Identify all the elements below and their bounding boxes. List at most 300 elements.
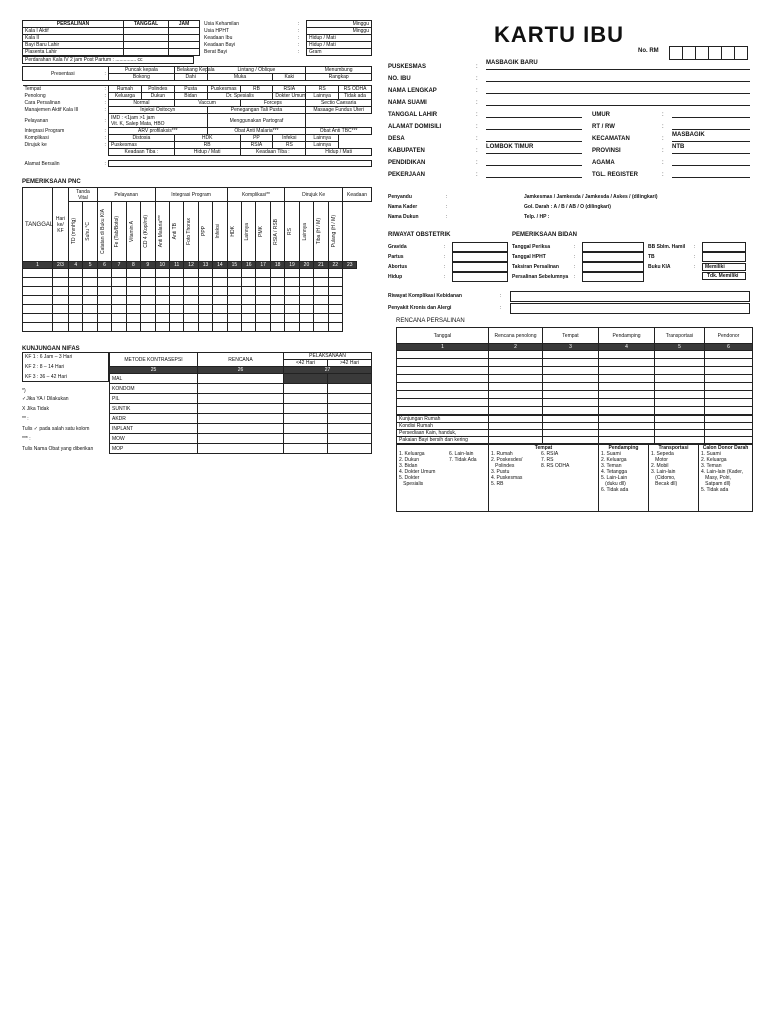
field-value[interactable] (486, 108, 582, 118)
pnc-cell[interactable] (227, 287, 241, 296)
pnc-cell[interactable] (314, 305, 328, 314)
pnc-cell[interactable] (141, 323, 155, 332)
pelaksanaan-cell[interactable] (328, 414, 372, 424)
pnc-cell[interactable] (314, 323, 328, 332)
pnc-cell[interactable] (213, 314, 227, 323)
pnc-cell[interactable] (256, 314, 270, 323)
penolong-option[interactable]: Dr. Spesialis (207, 93, 273, 100)
pnc-cell[interactable] (97, 314, 111, 323)
pnc-cell[interactable] (69, 287, 83, 296)
field-value[interactable] (672, 108, 750, 118)
rencana-cell[interactable] (489, 383, 543, 391)
pnc-cell[interactable] (83, 305, 97, 314)
cara-option[interactable]: Normal (109, 100, 175, 107)
pnc-cell[interactable] (256, 305, 270, 314)
pnc-cell[interactable] (227, 314, 241, 323)
keadaan-tiba-option[interactable]: Hidup / Mati (174, 149, 240, 156)
pnc-cell[interactable] (184, 287, 198, 296)
presentasi-option[interactable]: Kaki (273, 74, 306, 81)
keadaan-bayi-value[interactable]: Hidup / Mati (307, 42, 372, 49)
pnc-cell[interactable] (314, 269, 328, 278)
pelaksanaan-cell[interactable] (284, 444, 328, 454)
pnc-cell[interactable] (112, 287, 126, 296)
tanggal-cell[interactable] (124, 35, 169, 42)
small-input[interactable] (582, 242, 644, 252)
rm-digit-box[interactable] (708, 46, 722, 60)
pnc-cell[interactable] (270, 269, 284, 278)
rencana-cell[interactable] (489, 407, 543, 415)
gol-darah-value[interactable]: Gol. Darah : A / B / AB / O (dilingkari) (524, 204, 611, 210)
rencana-cell[interactable] (397, 383, 489, 391)
pnc-cell[interactable] (141, 305, 155, 314)
pnc-cell[interactable] (299, 323, 313, 332)
field-value[interactable] (486, 132, 582, 142)
pnc-cell[interactable] (83, 314, 97, 323)
pnc-cell[interactable] (69, 323, 83, 332)
pnc-cell[interactable] (23, 296, 53, 305)
pnc-cell[interactable] (112, 278, 126, 287)
rencana-cell[interactable] (489, 359, 543, 367)
pnc-cell[interactable] (53, 323, 69, 332)
rencana-cell[interactable] (198, 414, 284, 424)
pnc-cell[interactable] (112, 296, 126, 305)
pnc-cell[interactable] (198, 269, 212, 278)
pnc-cell[interactable] (97, 296, 111, 305)
pnc-cell[interactable] (299, 305, 313, 314)
rencana-cell[interactable] (705, 367, 753, 375)
field-value[interactable]: NTB (672, 144, 750, 154)
jam-cell[interactable] (169, 35, 200, 42)
rencana-cell[interactable] (655, 407, 705, 415)
pnc-cell[interactable] (299, 287, 313, 296)
presentasi-option[interactable]: Rangkap (306, 74, 372, 81)
tempat-option[interactable]: Rumah (109, 86, 142, 93)
pnc-cell[interactable] (23, 314, 53, 323)
rencana-cell[interactable] (705, 383, 753, 391)
pnc-cell[interactable] (169, 323, 183, 332)
rencana-cell[interactable] (198, 424, 284, 434)
rm-digit-box[interactable] (721, 46, 735, 60)
pnc-cell[interactable] (83, 269, 97, 278)
no-ibu-value[interactable] (486, 72, 750, 82)
rencana-cell[interactable] (705, 399, 753, 407)
pnc-cell[interactable] (169, 305, 183, 314)
rencana-cell[interactable] (599, 383, 655, 391)
jam-cell[interactable] (169, 28, 200, 35)
komplikasi-option[interactable]: Infeksi (273, 135, 306, 142)
pnc-cell[interactable] (256, 296, 270, 305)
jam-cell[interactable] (169, 49, 200, 56)
field-value[interactable] (672, 156, 750, 166)
penolong-option[interactable]: Dukun (141, 93, 174, 100)
cara-option[interactable]: Forceps (240, 100, 306, 107)
pnc-cell[interactable] (285, 269, 299, 278)
pnc-cell[interactable] (213, 296, 227, 305)
pnc-cell[interactable] (227, 305, 241, 314)
pnc-cell[interactable] (285, 305, 299, 314)
pnc-cell[interactable] (314, 314, 328, 323)
rencana-cell[interactable] (543, 359, 599, 367)
pnc-cell[interactable] (126, 296, 140, 305)
pnc-cell[interactable] (328, 287, 342, 296)
pnc-cell[interactable] (155, 269, 169, 278)
tempat-option[interactable]: Polindes (141, 86, 174, 93)
pnc-cell[interactable] (184, 296, 198, 305)
pnc-cell[interactable] (213, 323, 227, 332)
rencana-cell[interactable] (198, 374, 284, 384)
pnc-cell[interactable] (198, 296, 212, 305)
komplikasi-option[interactable]: Lainnya (306, 135, 339, 142)
pnc-cell[interactable] (213, 278, 227, 287)
pelaksanaan-cell[interactable] (328, 444, 372, 454)
pnc-cell[interactable] (69, 269, 83, 278)
jam-cell[interactable] (169, 42, 200, 49)
field-value[interactable] (672, 120, 750, 130)
pnc-cell[interactable] (112, 305, 126, 314)
pnc-cell[interactable] (169, 296, 183, 305)
pnc-cell[interactable] (97, 305, 111, 314)
field-value[interactable]: LOMBOK TIMUR (486, 144, 582, 154)
integrasi-option[interactable]: Obat Anti TBC*** (306, 128, 372, 135)
pelaksanaan-cell[interactable] (284, 384, 328, 394)
nama-lengkap-value[interactable] (486, 84, 750, 94)
pnc-cell[interactable] (141, 278, 155, 287)
puskesmas-value[interactable]: MASBAGIK BARU (486, 60, 750, 70)
presentasi-option[interactable]: Belakang Kepala (174, 67, 207, 74)
pnc-cell[interactable] (314, 296, 328, 305)
pnc-cell[interactable] (314, 287, 328, 296)
tempat-option[interactable]: RS (306, 86, 339, 93)
pnc-cell[interactable] (213, 305, 227, 314)
small-input[interactable] (582, 272, 644, 282)
pnc-cell[interactable] (328, 278, 342, 287)
rencana-cell[interactable] (489, 351, 543, 359)
small-input[interactable] (452, 272, 508, 282)
usia-kehamilan-value[interactable]: Minggu (307, 21, 372, 28)
rencana-cell[interactable] (655, 399, 705, 407)
pnc-cell[interactable] (169, 269, 183, 278)
pelaksanaan-cell[interactable] (284, 374, 328, 384)
presentasi-option[interactable]: Puncak kepala (109, 67, 175, 74)
pnc-cell[interactable] (126, 269, 140, 278)
pnc-cell[interactable] (53, 287, 69, 296)
pnc-cell[interactable] (53, 278, 69, 287)
alamat-bersalin-field[interactable] (109, 161, 372, 167)
pnc-cell[interactable] (53, 269, 69, 278)
pnc-cell[interactable] (184, 314, 198, 323)
field-value[interactable] (486, 168, 582, 178)
pnc-cell[interactable] (184, 305, 198, 314)
pelaksanaan-cell[interactable] (284, 394, 328, 404)
rencana-cell[interactable] (397, 367, 489, 375)
pnc-cell[interactable] (141, 287, 155, 296)
rencana-cell[interactable] (655, 375, 705, 383)
pnc-cell[interactable] (270, 296, 284, 305)
tanggal-cell[interactable] (124, 28, 169, 35)
rm-digit-box[interactable] (695, 46, 709, 60)
pnc-cell[interactable] (328, 296, 342, 305)
rencana-cell[interactable] (655, 367, 705, 375)
pnc-cell[interactable] (256, 269, 270, 278)
pelaksanaan-cell[interactable] (284, 424, 328, 434)
usia-hpht-value[interactable]: Minggu (307, 28, 372, 35)
pnc-cell[interactable] (184, 278, 198, 287)
integrasi-option[interactable]: ARV profilaksis*** (109, 128, 208, 135)
pnc-cell[interactable] (155, 278, 169, 287)
rencana-cell[interactable] (543, 351, 599, 359)
pnc-cell[interactable] (141, 269, 155, 278)
pnc-cell[interactable] (141, 314, 155, 323)
presentasi-option[interactable]: Muka (207, 74, 273, 81)
rencana-cell[interactable] (599, 359, 655, 367)
cara-option[interactable]: Vaccum (174, 100, 240, 107)
dirujuk-option[interactable]: RSIA (240, 142, 273, 149)
rencana-cell[interactable] (397, 399, 489, 407)
pelaksanaan-cell[interactable] (328, 434, 372, 444)
penolong-option[interactable]: Lainnya (306, 93, 339, 100)
pnc-cell[interactable] (155, 287, 169, 296)
pnc-cell[interactable] (126, 305, 140, 314)
rencana-cell[interactable] (489, 399, 543, 407)
pnc-cell[interactable] (285, 323, 299, 332)
rencana-cell[interactable] (599, 367, 655, 375)
manajemen-option[interactable]: Penegangan Tali Pusta (207, 107, 306, 114)
presentasi-option[interactable]: Lintang / Oblique (207, 67, 306, 74)
pnc-cell[interactable] (126, 323, 140, 332)
manajemen-option[interactable]: Injeksi Oxitocyn (109, 107, 208, 114)
tempat-option[interactable]: Puskesmas (207, 86, 240, 93)
pnc-cell[interactable] (23, 287, 53, 296)
rencana-cell[interactable] (705, 351, 753, 359)
rencana-cell[interactable] (543, 391, 599, 399)
rencana-cell[interactable] (397, 351, 489, 359)
dirujuk-option[interactable]: Lainnya (306, 142, 339, 149)
pnc-cell[interactable] (328, 269, 342, 278)
rencana-cell[interactable] (655, 351, 705, 359)
pnc-cell[interactable] (198, 305, 212, 314)
rencana-cell[interactable] (655, 383, 705, 391)
rencana-cell[interactable] (543, 367, 599, 375)
rencana-cell[interactable] (705, 407, 753, 415)
rencana-cell[interactable] (705, 359, 753, 367)
pnc-cell[interactable] (314, 278, 328, 287)
pnc-cell[interactable] (53, 314, 69, 323)
presentasi-option[interactable]: Menumbung (306, 67, 372, 74)
rencana-cell[interactable] (599, 391, 655, 399)
tempat-option[interactable]: Pusta (174, 86, 207, 93)
penyandu-value[interactable]: Jamkesmas / Jamkesda / Jamkesda / Askes / (dilingkari) (524, 194, 658, 200)
rencana-cell[interactable] (705, 391, 753, 399)
penolong-option[interactable]: Dokter Umum (273, 93, 306, 100)
pnc-cell[interactable] (328, 323, 342, 332)
pnc-cell[interactable] (256, 278, 270, 287)
pnc-cell[interactable] (112, 314, 126, 323)
pnc-cell[interactable] (285, 314, 299, 323)
pnc-cell[interactable] (270, 314, 284, 323)
rencana-cell[interactable] (397, 375, 489, 383)
presentasi-option[interactable]: Bokong (109, 74, 175, 81)
rencana-cell[interactable] (397, 391, 489, 399)
rencana-cell[interactable] (543, 407, 599, 415)
pnc-cell[interactable] (242, 278, 256, 287)
pnc-cell[interactable] (69, 296, 83, 305)
pnc-cell[interactable] (198, 314, 212, 323)
pnc-cell[interactable] (242, 323, 256, 332)
pelaksanaan-cell[interactable] (328, 404, 372, 414)
telp-label[interactable]: Telp. / HP : (524, 214, 550, 220)
rencana-cell[interactable] (543, 399, 599, 407)
pnc-cell[interactable] (83, 323, 97, 332)
pnc-cell[interactable] (285, 278, 299, 287)
keadaan-tiba-option[interactable]: Hidup / Mati (306, 149, 372, 156)
tempat-option[interactable]: RS ODHA (339, 86, 372, 93)
pelaksanaan-cell[interactable] (328, 384, 372, 394)
pnc-cell[interactable] (227, 296, 241, 305)
pnc-cell[interactable] (155, 323, 169, 332)
perdarahan-row[interactable]: Perdarahan Kala IV 2 jam Post Partum : ............... cc (23, 57, 194, 64)
pnc-cell[interactable] (97, 278, 111, 287)
pnc-cell[interactable] (112, 323, 126, 332)
pelayanan-option[interactable]: Menggunakan Partograf (207, 114, 306, 128)
pnc-cell[interactable] (97, 323, 111, 332)
pnc-cell[interactable] (198, 287, 212, 296)
rencana-cell[interactable] (655, 391, 705, 399)
small-input[interactable] (452, 242, 508, 252)
rencana-cell[interactable] (543, 375, 599, 383)
small-input[interactable] (582, 252, 644, 262)
pelaksanaan-cell[interactable] (328, 374, 372, 384)
pnc-cell[interactable] (69, 314, 83, 323)
pnc-cell[interactable] (198, 323, 212, 332)
rencana-cell[interactable] (198, 444, 284, 454)
pelaksanaan-cell[interactable] (284, 414, 328, 424)
pnc-cell[interactable] (155, 296, 169, 305)
pnc-cell[interactable] (155, 314, 169, 323)
rencana-cell[interactable] (489, 391, 543, 399)
pnc-cell[interactable] (299, 296, 313, 305)
rencana-cell[interactable] (198, 404, 284, 414)
cara-option[interactable]: Sectio Caesaria (306, 100, 372, 107)
small-input[interactable] (452, 262, 508, 272)
rencana-cell[interactable] (397, 359, 489, 367)
penolong-option[interactable]: Bidan (174, 93, 207, 100)
no-rm-boxes[interactable] (670, 46, 748, 60)
pnc-cell[interactable] (270, 323, 284, 332)
kia-option[interactable]: Memiliki (702, 263, 746, 271)
pnc-cell[interactable] (169, 278, 183, 287)
pnc-cell[interactable] (23, 269, 53, 278)
rencana-cell[interactable] (599, 351, 655, 359)
pnc-cell[interactable] (83, 296, 97, 305)
rencana-cell[interactable] (198, 394, 284, 404)
pnc-cell[interactable] (69, 278, 83, 287)
pelayanan-option[interactable]: IMD : <1jam >1 jam Vit. K, Salep Mata, HBO (109, 114, 208, 128)
pnc-cell[interactable] (213, 269, 227, 278)
pnc-cell[interactable] (242, 296, 256, 305)
penolong-option[interactable]: Keluarga (109, 93, 142, 100)
dirujuk-option[interactable]: Puskesmas (109, 142, 175, 149)
tempat-option[interactable]: RB (240, 86, 273, 93)
pnc-cell[interactable] (97, 269, 111, 278)
pnc-cell[interactable] (285, 296, 299, 305)
pnc-cell[interactable] (97, 287, 111, 296)
pnc-cell[interactable] (126, 314, 140, 323)
pnc-cell[interactable] (198, 278, 212, 287)
pnc-cell[interactable] (83, 278, 97, 287)
pnc-cell[interactable] (242, 287, 256, 296)
field-value[interactable] (672, 168, 750, 178)
pnc-cell[interactable] (227, 323, 241, 332)
rm-digit-box[interactable] (734, 46, 748, 60)
pnc-cell[interactable] (328, 305, 342, 314)
pnc-cell[interactable] (328, 314, 342, 323)
pnc-cell[interactable] (184, 269, 198, 278)
komplikasi-option[interactable]: HDK (174, 135, 240, 142)
small-input[interactable] (582, 262, 644, 272)
pnc-cell[interactable] (23, 278, 53, 287)
pnc-cell[interactable] (126, 287, 140, 296)
rm-digit-box[interactable] (682, 46, 696, 60)
rencana-cell[interactable] (397, 407, 489, 415)
pnc-cell[interactable] (227, 278, 241, 287)
pnc-cell[interactable] (270, 305, 284, 314)
pelaksanaan-cell[interactable] (284, 434, 328, 444)
pelaksanaan-cell[interactable] (328, 394, 372, 404)
pnc-cell[interactable] (69, 305, 83, 314)
pnc-cell[interactable] (299, 314, 313, 323)
small-input[interactable] (702, 252, 746, 262)
penyakit-field[interactable] (510, 303, 750, 314)
field-value[interactable] (486, 120, 582, 130)
rencana-cell[interactable] (489, 375, 543, 383)
rencana-cell[interactable] (599, 407, 655, 415)
field-value[interactable] (486, 156, 582, 166)
pnc-cell[interactable] (155, 305, 169, 314)
pnc-cell[interactable] (83, 287, 97, 296)
rencana-cell[interactable] (198, 434, 284, 444)
rencana-cell[interactable] (489, 367, 543, 375)
pelaksanaan-cell[interactable] (328, 424, 372, 434)
rencana-cell[interactable] (655, 359, 705, 367)
pnc-cell[interactable] (242, 269, 256, 278)
pnc-cell[interactable] (242, 314, 256, 323)
field-value[interactable]: MASBAGIK (672, 132, 750, 142)
pnc-cell[interactable] (112, 269, 126, 278)
pelaksanaan-cell[interactable] (284, 404, 328, 414)
tanggal-cell[interactable] (124, 49, 169, 56)
rencana-cell[interactable] (599, 375, 655, 383)
rencana-cell[interactable] (198, 384, 284, 394)
manajemen-option[interactable]: Masaage Fundus Uteri (306, 107, 372, 114)
small-input[interactable] (452, 252, 508, 262)
pnc-cell[interactable] (169, 287, 183, 296)
small-input[interactable] (702, 263, 746, 271)
pnc-cell[interactable] (242, 305, 256, 314)
tempat-option[interactable]: RSIA (273, 86, 306, 93)
keadaan-ibu-value[interactable]: Hidup / Mati (307, 35, 372, 42)
pnc-cell[interactable] (256, 287, 270, 296)
pnc-cell[interactable] (53, 296, 69, 305)
rencana-cell[interactable] (599, 399, 655, 407)
pnc-cell[interactable] (23, 305, 53, 314)
pnc-cell[interactable] (227, 269, 241, 278)
dirujuk-option[interactable]: RS (273, 142, 306, 149)
rencana-cell[interactable] (543, 383, 599, 391)
pnc-cell[interactable] (184, 323, 198, 332)
presentasi-option[interactable]: Dahi (174, 74, 207, 81)
pnc-cell[interactable] (256, 323, 270, 332)
pnc-cell[interactable] (23, 323, 53, 332)
